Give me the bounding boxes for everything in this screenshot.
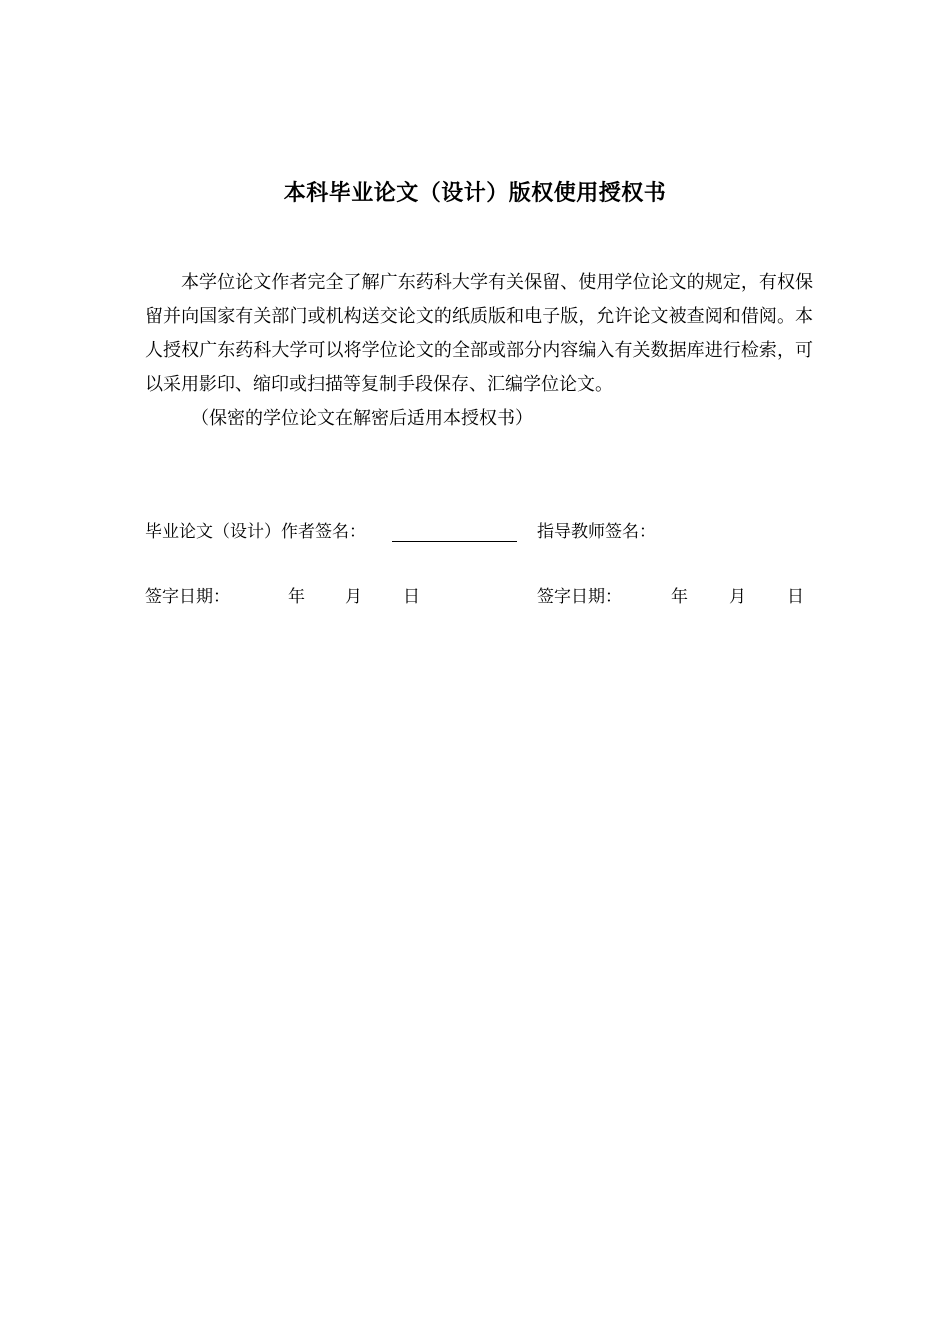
author-date-label: 签字日期： xyxy=(145,587,230,607)
author-signature-line[interactable] xyxy=(392,541,517,542)
date-row xyxy=(145,582,825,612)
page-title: 本科毕业论文（设计）版权使用授权书 xyxy=(283,181,667,206)
author-date-month: 月 xyxy=(345,587,362,607)
advisor-date-month: 月 xyxy=(729,587,746,607)
advisor-date-day: 日 xyxy=(787,587,804,607)
advisor-signature-label: 指导教师签名： xyxy=(537,522,656,542)
authorization-paragraph: 本学位论文作者完全了解广东药科大学有关保留、使用学位论文的规定，有权保留并向国家有关部门或机构送交论文的纸质版和电子版，允许论文被查阅和借阅。本人授权广东药科大学可以将学位论文的全部或部分内容编入有关数据库进行检索，可以采用影印、缩印或扫描等复制手段保存、汇编学位论文。 xyxy=(145,272,813,395)
advisor-date-label: 签字日期： xyxy=(537,587,622,607)
author-signature-label: 毕业论文（设计）作者签名： xyxy=(145,522,366,542)
author-date-day: 日 xyxy=(403,587,420,607)
authorization-body xyxy=(145,266,813,436)
confidential-note: （保密的学位论文在解密后适用本授权书） xyxy=(191,408,533,429)
advisor-date-year: 年 xyxy=(671,587,688,607)
signature-row xyxy=(145,517,825,547)
author-date-year: 年 xyxy=(288,587,305,607)
